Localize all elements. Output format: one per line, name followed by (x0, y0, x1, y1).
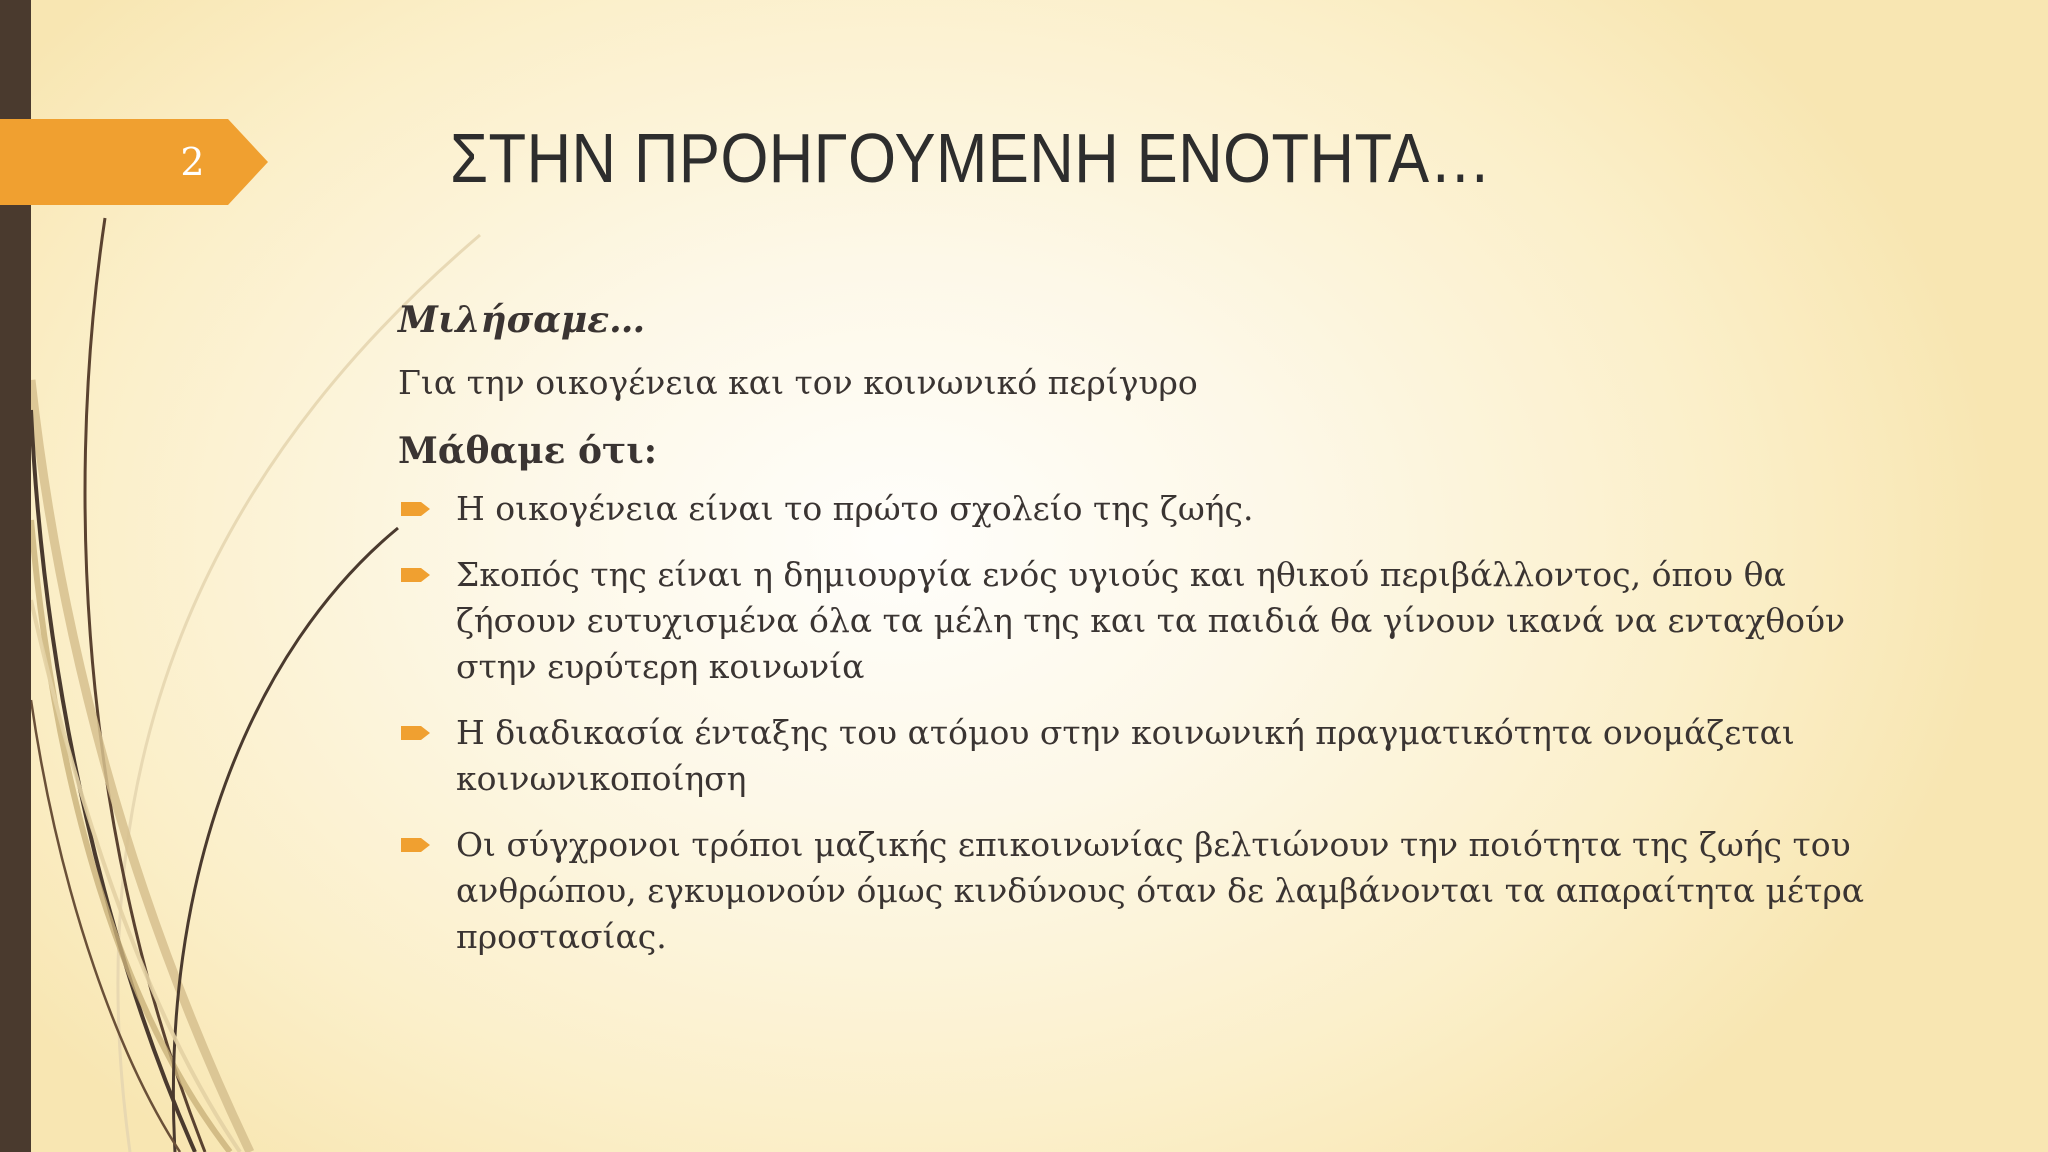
arrow-bullet-icon (401, 723, 431, 743)
bullet-list (398, 486, 1908, 960)
arrow-bullet-icon (401, 499, 431, 519)
list-item (398, 552, 1908, 690)
subheading-talked: Μιλήσαμε… (398, 299, 646, 341)
intro-line: Για την οικογένεια και τον κοινωνικό περίγυρο (398, 363, 1198, 402)
list-item (398, 710, 1908, 802)
bullet-text: Σκοπός της είναι η δημιουργία ενός υγιούς και ηθικού περιβάλλοντος, όπου θα ζήσουν ευτυχισμένα όλα τα μέλη της και τα παιδιά θα γίνουν ικανά να ενταχθούν στην ευρύτερη κοινωνία (456, 555, 1846, 686)
page-number: 2 (180, 140, 205, 184)
bullet-text: Η διαδικασία ένταξης του ατόμου στην κοινωνική πραγματικότητα ονομάζεται κοινωνικοποίηση (456, 713, 1795, 798)
subheading-learned: Μάθαμε ότι: (398, 430, 657, 472)
list-item (398, 486, 1908, 532)
list-item (398, 822, 1908, 960)
bullet-text: Η οικογένεια είναι το πρώτο σχολείο της ζωής. (456, 489, 1254, 528)
slide-title: ΣΤΗΝ ΠΡΟΗΓΟΥΜΕΝΗ ΕΝΟΤΗΤΑ… (450, 119, 1492, 197)
arrow-bullet-icon (401, 565, 431, 585)
bullet-text: Οι σύγχρονοι τρόποι μαζικής επικοινωνίας βελτιώνουν την ποιότητα της ζωής του ανθρώπου, εγκυμονούν όμως κινδύνους όταν δε λαμβάνονται τα απαραίτητα μέτρα προστασίας. (456, 825, 1865, 956)
slide-content (398, 288, 1908, 980)
arrow-bullet-icon (401, 835, 431, 855)
